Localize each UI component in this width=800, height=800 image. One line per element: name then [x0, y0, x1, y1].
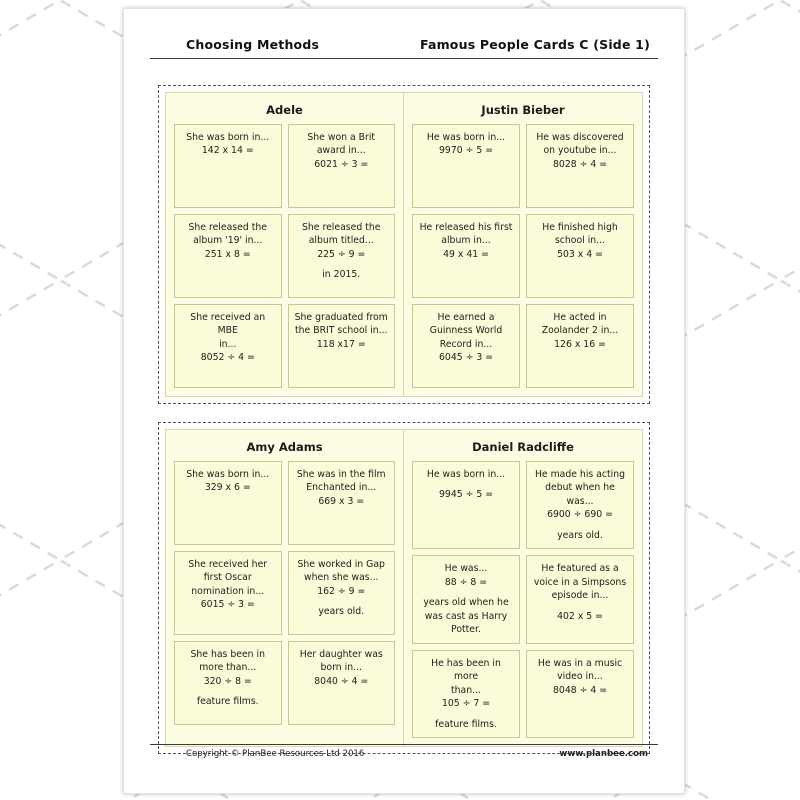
card-line: He was born in... [426, 132, 506, 143]
card-line: 142 x 14 = [201, 145, 254, 157]
question-card[interactable] [412, 304, 520, 388]
card-grid [174, 461, 395, 725]
card-grid [174, 124, 395, 388]
card-line: born in... [320, 662, 362, 674]
card-line: 225 ÷ 9 = [317, 248, 366, 260]
card-line: 8028 ÷ 4 = [552, 158, 608, 170]
question-card[interactable] [174, 124, 282, 208]
page-header [150, 37, 658, 59]
card-line: 503 x 4 = [557, 248, 603, 260]
card-line: She was born in... [186, 132, 270, 143]
card-line: He was discovered [536, 132, 624, 143]
card-line: album titled... [308, 235, 374, 247]
card-grid [412, 461, 634, 738]
card-line: years old. [557, 529, 603, 541]
card-line: in... [219, 338, 237, 350]
card-line: He finished high [542, 222, 618, 233]
card-line: 49 x 41 = [443, 248, 489, 260]
card-line: was cast as Harry [424, 610, 508, 622]
card-line: 8052 ÷ 4 = [200, 352, 255, 364]
question-card[interactable] [288, 124, 396, 208]
question-card[interactable] [174, 304, 282, 388]
card-line: He featured as a [541, 563, 619, 575]
question-card[interactable] [174, 551, 282, 635]
worksheet-page [123, 8, 685, 794]
card-line: She released the [188, 222, 267, 233]
question-card[interactable] [412, 124, 520, 208]
card-line: award in... [316, 145, 366, 157]
person-name: Daniel Radcliffe [472, 440, 574, 454]
question-card[interactable] [412, 214, 520, 298]
person-name: Amy Adams [246, 440, 323, 454]
card-line: He released his first [419, 222, 513, 233]
card-line: than... [451, 684, 481, 696]
card-line: on youtube in... [543, 145, 617, 157]
question-card[interactable] [288, 214, 396, 298]
card-line: 9945 ÷ 5 = [438, 489, 494, 501]
card-line: Enchanted in... [306, 482, 377, 494]
card-line: when she was... [304, 572, 379, 584]
cut-block [158, 422, 650, 754]
person-panel-justin-bieber [404, 92, 643, 397]
card-line: feature films. [435, 718, 497, 730]
card-line: debut when he was... [545, 482, 615, 507]
card-line: Record in... [439, 338, 493, 350]
card-line: She released the [302, 222, 381, 233]
card-line: in 2015. [322, 269, 361, 281]
card-line: 6900 ÷ 690 = [547, 509, 613, 521]
card-line: She worked in Gap [297, 559, 385, 570]
card-line: Potter. [451, 624, 481, 636]
card-line: She received her [188, 559, 268, 570]
question-card[interactable] [526, 214, 634, 298]
card-line: She was born in... [186, 469, 270, 480]
card-line: He has been in more [431, 657, 501, 683]
question-card[interactable] [526, 304, 634, 388]
card-line: album in... [441, 235, 491, 247]
card-line: 6045 ÷ 3 = [438, 352, 494, 364]
question-card[interactable] [526, 555, 634, 643]
person-panel-adele [165, 92, 404, 397]
copyright-text: Copyright © PlanBee Resources Ltd 2016 [186, 749, 365, 759]
card-line: the BRIT school in... [294, 325, 388, 337]
card-line: 9970 ÷ 5 = [438, 145, 494, 157]
card-line: 251 x 8 = [204, 248, 251, 260]
question-card[interactable] [412, 555, 520, 643]
question-card[interactable] [412, 650, 520, 738]
card-line: Guinness World [429, 325, 503, 337]
card-line: He was in a music [537, 657, 623, 669]
card-line: album '19' in... [193, 235, 263, 247]
card-line: She won a Brit [307, 132, 376, 143]
card-line: 88 ÷ 8 = [444, 576, 488, 588]
person-panel-amy-adams [165, 429, 404, 747]
card-line: He was born in... [426, 469, 506, 480]
card-line: nomination in... [191, 585, 265, 597]
person-panel-daniel-radcliffe [404, 429, 643, 747]
page-title-left: Choosing Methods [186, 37, 320, 52]
card-line: episode in... [551, 590, 609, 602]
card-line: video in... [557, 671, 603, 683]
card-line: 162 ÷ 9 = [317, 585, 366, 597]
question-card[interactable] [288, 304, 396, 388]
card-line: He earned a [437, 312, 495, 323]
card-line: She was in the film [296, 469, 386, 480]
card-line: 118 x17 = [316, 338, 366, 350]
page-footer [150, 744, 658, 759]
card-line: She received an MBE [190, 312, 266, 337]
person-name: Adele [266, 103, 303, 117]
card-line: first Oscar [203, 572, 252, 584]
card-line: 402 x 5 = [557, 610, 603, 622]
question-card[interactable] [174, 214, 282, 298]
question-card[interactable] [288, 551, 396, 635]
card-line: 6015 ÷ 3 = [200, 599, 255, 611]
card-line: 126 x 16 = [554, 338, 606, 350]
card-line: school in... [554, 235, 606, 247]
question-card[interactable] [288, 641, 396, 725]
question-card[interactable] [526, 461, 634, 549]
card-line: more than... [199, 662, 257, 674]
card-grid [412, 124, 634, 388]
card-line: He made his acting [534, 469, 626, 480]
question-card[interactable] [174, 641, 282, 725]
card-line: years old when he [423, 597, 509, 609]
card-line: 6021 ÷ 3 = [314, 158, 369, 170]
question-card[interactable] [526, 124, 634, 208]
card-line: She has been in [190, 649, 266, 660]
card-line: feature films. [196, 696, 259, 708]
question-card[interactable] [412, 461, 520, 549]
cut-block [158, 85, 650, 404]
website-link[interactable]: www.planbee.com [559, 749, 648, 759]
card-line: 8048 ÷ 4 = [552, 684, 608, 696]
card-line: years old. [318, 606, 365, 618]
person-name: Justin Bieber [481, 103, 565, 117]
card-line: 320 ÷ 8 = [203, 675, 252, 687]
card-line: 329 x 6 = [204, 482, 251, 494]
card-line: He acted in [553, 312, 607, 323]
card-line: voice in a Simpsons [533, 576, 627, 588]
card-line: Her daughter was [299, 649, 383, 660]
card-line: She graduated from [294, 312, 388, 323]
question-card[interactable] [174, 461, 282, 545]
card-line: 669 x 3 = [318, 495, 365, 507]
question-card[interactable] [526, 650, 634, 738]
card-line: 105 ÷ 7 = [441, 698, 491, 710]
card-line: He was... [444, 563, 488, 575]
card-line: Zoolander 2 in... [541, 325, 619, 337]
card-line: 8040 ÷ 4 = [314, 675, 369, 687]
page-title-right: Famous People Cards C (Side 1) [419, 37, 650, 52]
question-card[interactable] [288, 461, 396, 545]
